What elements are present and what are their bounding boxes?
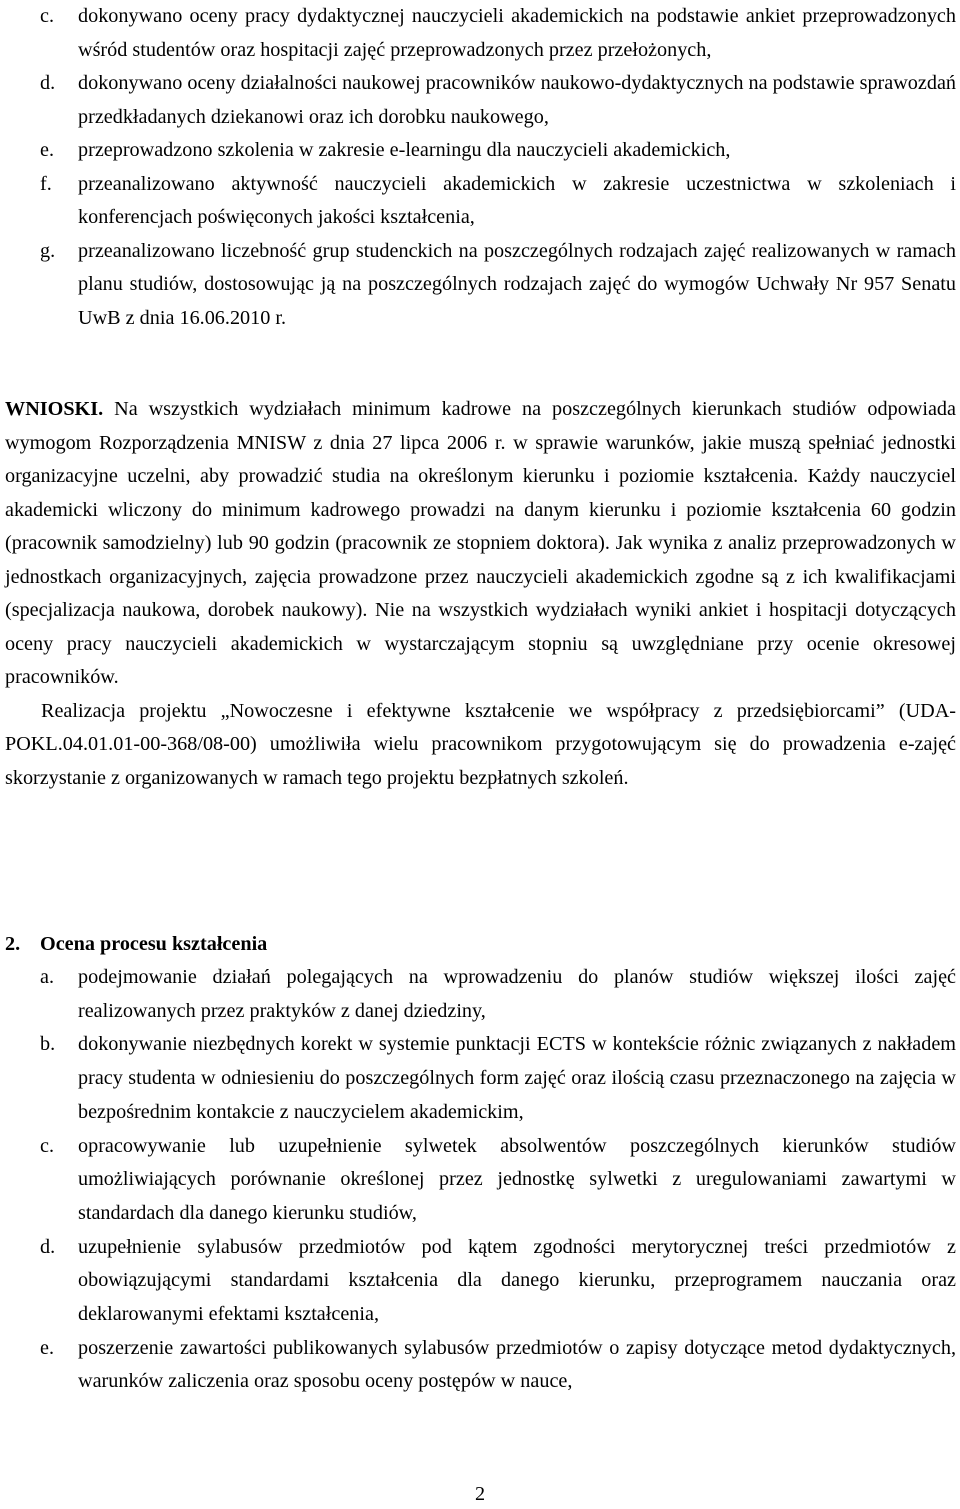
conclusions-heading: WNIOSKI.	[5, 398, 104, 420]
list-item-text: przeprowadzono szkolenia w zakresie e-learningu dla nauczycieli akademickich,	[78, 139, 731, 161]
list-item-text: uzupełnienie sylabusów przedmiotów pod kątem zgodności merytorycznej treści przedmiotów z obowiązującymi standardami kształcenia dla danego kierunku, przeprogramem nauczania oraz deklarowanymi efektami kształcenia,	[78, 1235, 956, 1326]
project-paragraph: Realizacja projektu „Nowoczesne i efektywne kształcenie we współpracy z przedsiębiorcami” (UDA-POKL.04.01.01-00-368/08-00) umożliwiła wielu pracownikom przygotowującym się do prowadzenia e-zajęć skorzystanie z organizowanych w ramach tego projektu bezpłatnych szkoleń.	[5, 699, 956, 789]
list-marker: d.	[40, 72, 56, 94]
list-item	[0, 134, 960, 168]
list-item	[0, 235, 960, 336]
list-marker: e.	[40, 1336, 55, 1359]
list-item	[0, 1231, 960, 1332]
list-item-text: opracowywanie lub uzupełnienie sylwetek absolwentów poszczególnych kierunków studiów umożliwiających porównanie określonej przez jednostkę sylwetki z uregulowaniami zawartymi w standardach dla danego kierunku studiów,	[78, 1134, 956, 1224]
activities-list	[0, 0, 960, 335]
list-item	[0, 168, 960, 235]
section-title: Ocena procesu kształcenia	[40, 933, 268, 955]
list-marker: b.	[40, 1033, 56, 1056]
conclusions-block	[5, 393, 956, 795]
conclusions-paragraph	[5, 393, 956, 695]
list-item-text: dokonywano oceny działalności naukowej pracowników naukowo-dydaktycznych na podstawie sprawozdań przedkładanych dziekanowi oraz ich dorobku naukowego,	[78, 72, 956, 128]
list-item	[0, 1130, 960, 1231]
list-marker: d.	[40, 1235, 56, 1258]
list-marker: f.	[40, 172, 52, 195]
page-number: 2	[474, 1483, 486, 1505]
list-marker: e.	[40, 139, 55, 161]
section-number: 2.	[5, 933, 21, 955]
conclusions-text: Na wszystkich wydziałach minimum kadrowe na poszczególnych kierunkach studiów odpowiada wymogom Rozporządzenia MNISW z dnia 27 lipca 2006 r. w sprawie warunków, jakie muszą spełniać jednostki organizacyjne uczelni, aby prowadzić studia na określonym kierunku i poziomie kształcenia. Każdy nauczyciel akademicki wliczony do minimum kadrowego prowadzi na danym kierunku i poziomie kształcenia 60 godzin (pracownik samodzielny) lub 90 godzin (pracownik ze stopniem doktora). Jak wynika z analiz przeprowadzonych w jednostkach organizacyjnych, zajęcia prowadzone przez nauczycieli akademickich zgodne są z ich kwalifikacjami (specjalizacja naukowa, dorobek naukowy). Nie na wszystkich wydziałach wyniki ankiet i hospitacji dotyczących oceny pracy nauczycieli akademickich w wystarczającym stopniu są uwzględniane przy ocenie okresowej pracowników.	[5, 398, 956, 688]
list-marker: a.	[40, 966, 55, 988]
list-marker: c.	[40, 1134, 55, 1157]
list-marker: g.	[40, 239, 56, 262]
list-item-text: poszerzenie zawartości publikowanych sylabusów przedmiotów o zapisy dotyczące metod dydaktycznych, warunków zaliczenia oraz sposobu oceny postępów w nauce,	[78, 1336, 956, 1393]
list-item-text: dokonywano oceny pracy dydaktycznej nauczycieli akademickich na podstawie ankiet przeprowadzonych wśród studentów oraz hospitacji zajęć przeprowadzonych przez przełożonych,	[78, 5, 956, 61]
list-item-text: podejmowanie działań polegających na wprowadzeniu do planów studiów większej ilości zajęć realizowanych przez praktyków z danej dziedziny,	[78, 966, 956, 1022]
section-heading	[5, 928, 267, 961]
list-marker: c.	[40, 5, 55, 27]
list-item-text: przeanalizowano aktywność nauczycieli akademickich w zakresie uczestnictwa w szkoleniach i konferencjach poświęconych jakości kształcenia,	[78, 172, 956, 228]
list-item	[0, 1332, 960, 1399]
list-item	[0, 961, 960, 1028]
list-item-text: dokonywanie niezbędnych korekt w systemie punktacji ECTS w kontekście różnic związanych z nakładem pracy studenta w odniesieniu do poszczególnych form zajęć oraz ilością czasu przeznaczonego na zajęcia w bezpośrednim kontakcie z nauczycielem akademickim,	[78, 1033, 956, 1123]
list-item	[0, 1028, 960, 1129]
recommendations-list	[0, 961, 960, 1399]
list-item-text: przeanalizowano liczebność grup studenckich na poszczególnych rodzajach zajęć realizowanych w ramach planu studiów, dostosowując ją na poszczególnych rodzajach zajęć do wymogów Uchwały Nr 957 Senatu UwB z dnia 16.06.2010 r.	[78, 239, 956, 329]
list-item	[0, 67, 960, 134]
list-item	[0, 0, 960, 67]
